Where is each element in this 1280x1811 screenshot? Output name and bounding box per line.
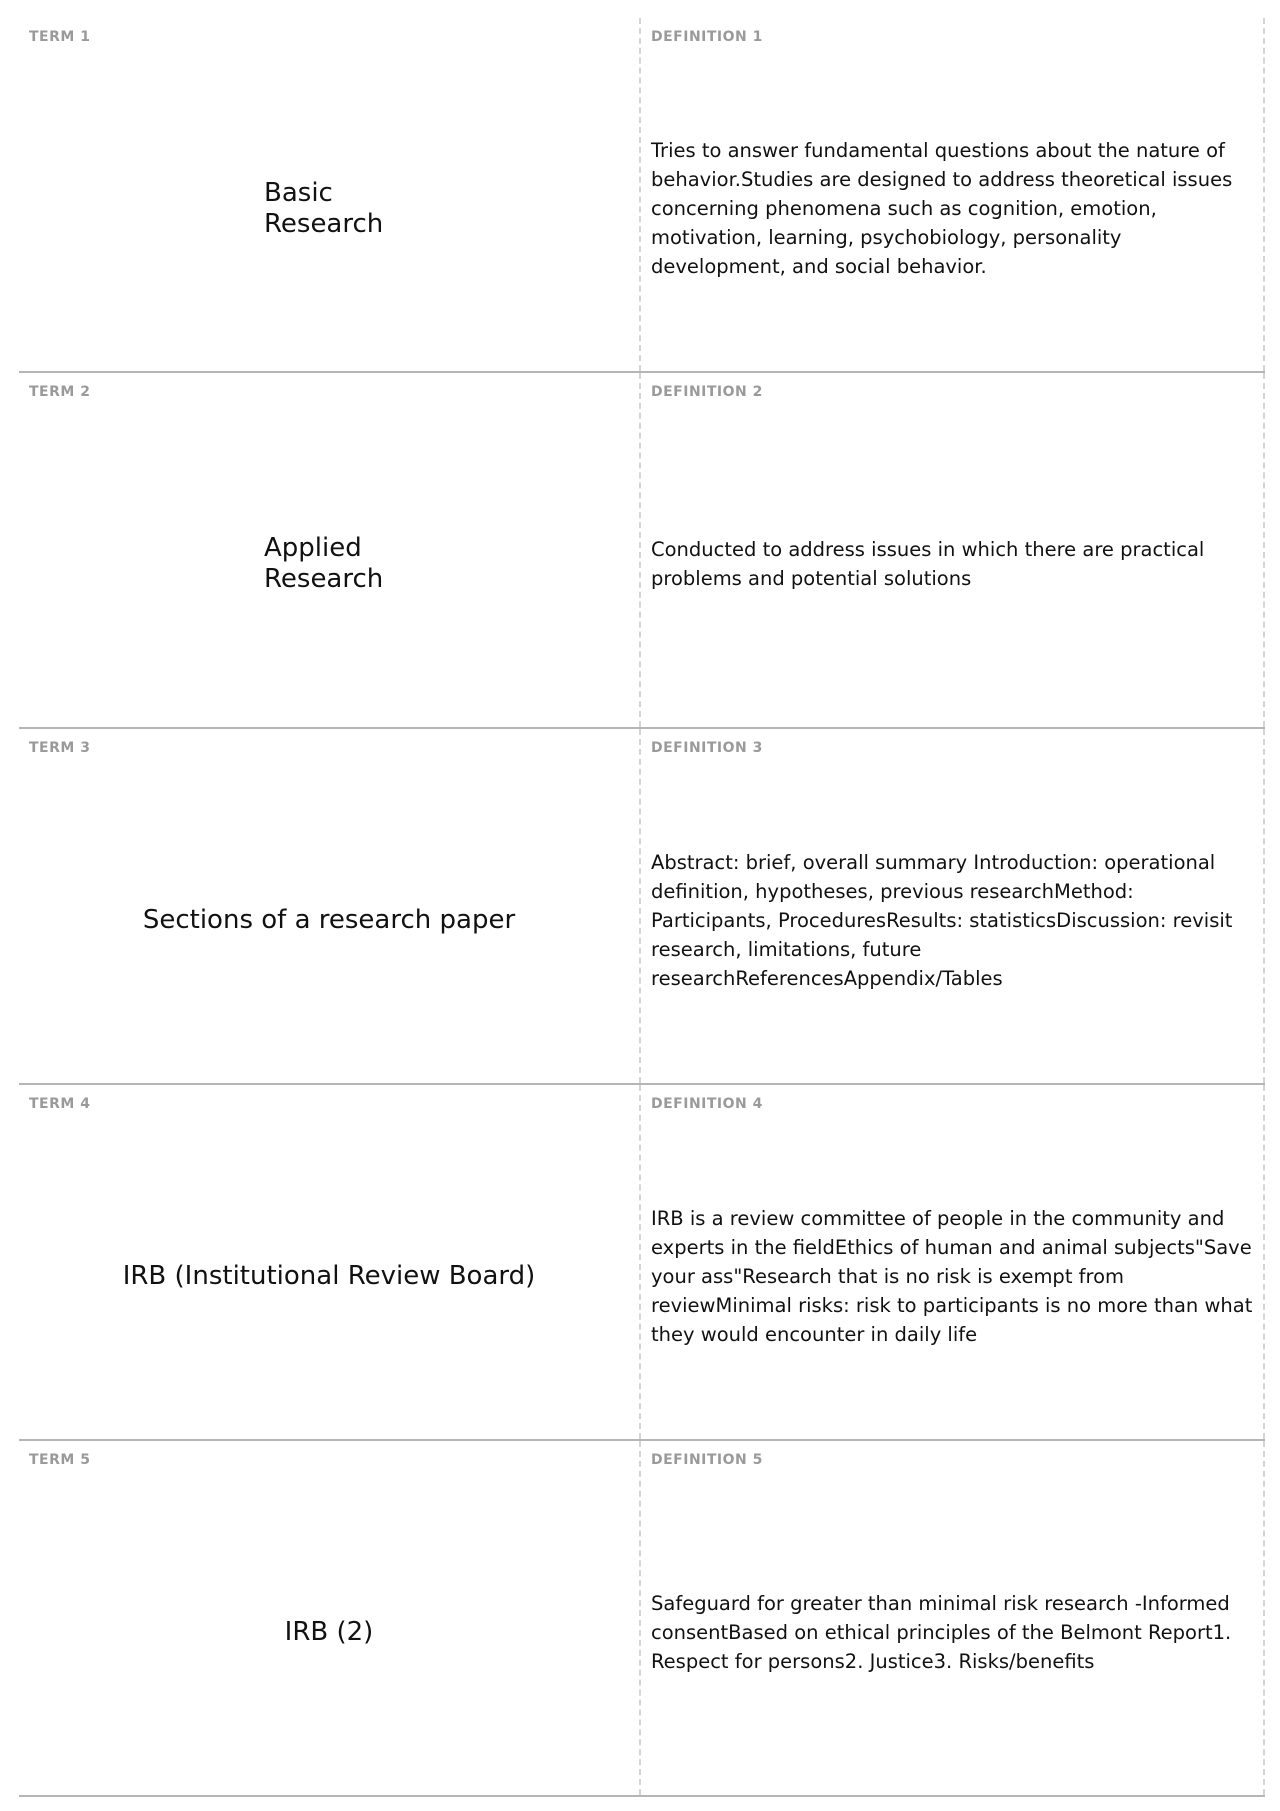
definition-cell bbox=[641, 18, 1265, 371]
card-row bbox=[19, 1441, 1265, 1797]
definition-label: DEFINITION 4 bbox=[651, 1096, 763, 1112]
term-cell bbox=[19, 1085, 641, 1439]
definition-cell bbox=[641, 373, 1265, 727]
card-row bbox=[19, 729, 1265, 1085]
term-label: TERM 3 bbox=[29, 740, 91, 756]
definition-text bbox=[651, 46, 1255, 371]
term-text bbox=[19, 401, 639, 727]
term-text bbox=[19, 1113, 639, 1439]
term-text bbox=[19, 46, 639, 371]
term-cell bbox=[19, 18, 641, 371]
definition-label: DEFINITION 3 bbox=[651, 740, 763, 756]
term-cell bbox=[19, 729, 641, 1083]
definition-cell bbox=[641, 1085, 1265, 1439]
term-value: Applied Research bbox=[264, 533, 384, 594]
definition-text bbox=[651, 1469, 1255, 1795]
card-row bbox=[19, 18, 1265, 373]
term-label: TERM 1 bbox=[29, 29, 91, 45]
definition-cell bbox=[641, 1441, 1265, 1795]
term-value: IRB (Institutional Review Board) bbox=[122, 1260, 536, 1291]
card-row bbox=[19, 373, 1265, 729]
term-text bbox=[19, 1469, 639, 1795]
definition-text bbox=[651, 757, 1255, 1083]
definition-label: DEFINITION 5 bbox=[651, 1452, 763, 1468]
definition-text bbox=[651, 401, 1255, 727]
term-text bbox=[19, 757, 639, 1083]
flashcard-sheet bbox=[19, 18, 1265, 1797]
definition-value: Conducted to address issues in which there are practical problems and potential solutions bbox=[651, 538, 1205, 590]
definition-text bbox=[651, 1113, 1255, 1439]
term-value: IRB (2) bbox=[284, 1616, 374, 1647]
definition-value: Tries to answer fundamental questions about the nature of behavior.Studies are designed to address theoretical issues concerning phenomena such as cognition, emotion, motivation, learning, psychobiology, personality development, and social behavior. bbox=[651, 139, 1233, 278]
term-cell bbox=[19, 1441, 641, 1795]
term-value: Basic Research bbox=[264, 177, 384, 239]
definition-cell bbox=[641, 729, 1265, 1083]
term-label: TERM 2 bbox=[29, 384, 91, 400]
term-cell bbox=[19, 373, 641, 727]
definition-value: IRB is a review committee of people in the community and experts in the fieldEthics of human and animal subjects"Save your ass"Research that is no risk is exempt from reviewMinimal risks: risk to participants is no more than what they would encounter in daily life bbox=[651, 1206, 1253, 1346]
definition-label: DEFINITION 2 bbox=[651, 384, 763, 400]
definition-label: DEFINITION 1 bbox=[651, 29, 763, 45]
term-label: TERM 5 bbox=[29, 1452, 91, 1468]
term-label: TERM 4 bbox=[29, 1096, 91, 1112]
card-row bbox=[19, 1085, 1265, 1441]
definition-value: Abstract: brief, overall summary Introduction: operational definition, hypotheses, previous researchMethod: Participants, ProceduresResults: statisticsDiscussion: revisit research, limitations, future researchReferencesAppendix/Tables bbox=[651, 850, 1233, 990]
term-value: Sections of a research paper bbox=[142, 904, 516, 935]
definition-value: Safeguard for greater than minimal risk research -Informed consentBased on ethical principles of the Belmont Report1. Respect for persons2. Justice3. Risks/benefits bbox=[651, 1591, 1232, 1673]
